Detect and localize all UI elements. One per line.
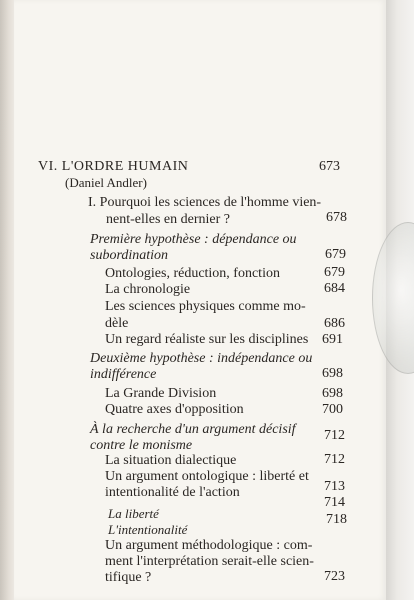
subsubentry-page: 714 (324, 495, 345, 510)
hypothesis-title-line1: À la recherche d'un argument décisif (90, 422, 296, 437)
subentry-page: 700 (322, 402, 343, 417)
section-title-line2: nent-elles en dernier ? (106, 212, 230, 227)
subentry-title: Ontologies, réduction, fonction (105, 266, 280, 281)
section-page: 678 (326, 210, 347, 225)
subsubentry-title: La liberté (108, 506, 159, 521)
hypothesis-title-line2: subordination (90, 248, 169, 263)
subentry-title-line1: Un argument ontologique : liberté et (105, 469, 309, 484)
subentry-title-line2: ment l'interprétation serait-elle scien- (105, 554, 314, 569)
subentry-title: La chronologie (105, 282, 191, 297)
subentry-title-line1: Les sciences physiques comme mo- (105, 299, 306, 314)
subentry-title-line2: dèle (105, 316, 129, 331)
hypothesis-title-line1: Deuxième hypothèse : indépendance ou (90, 351, 313, 366)
subentry-page: 698 (322, 386, 343, 401)
subsubentry-title: L'intentionalité (108, 522, 188, 537)
chapter-page: 673 (319, 159, 340, 174)
subentry-title-line1: Un argument méthodologique : com- (105, 538, 313, 553)
subentry-page: 684 (324, 281, 345, 296)
subsubentry-page: 718 (326, 512, 347, 527)
subentry-page: 679 (324, 265, 345, 280)
hypothesis-title-line2: indifférence (90, 367, 157, 382)
section-title-line1: I. Pourquoi les sciences de l'homme vien- (88, 195, 322, 210)
subentry-page: 712 (324, 452, 345, 467)
hypothesis-title-line2: contre le monisme (90, 438, 193, 453)
hypothesis-page: 698 (322, 366, 343, 381)
hypothesis-page: 679 (325, 247, 346, 262)
subentry-page: 713 (324, 479, 345, 494)
subentry-title: Quatre axes d'opposition (105, 402, 244, 417)
subentry-title: La Grande Division (105, 386, 217, 401)
subentry-page: 686 (324, 316, 345, 331)
subentry-title: Un regard réaliste sur les disciplines (105, 332, 309, 347)
subentry-title-line2: intentionalité de l'action (105, 485, 240, 500)
hypothesis-title-line1: Première hypothèse : dépendance ou (90, 232, 297, 247)
subentry-page: 723 (324, 569, 345, 584)
chapter-author: (Daniel Andler) (65, 175, 147, 190)
hypothesis-page: 712 (324, 428, 345, 443)
subentry-page: 691 (322, 332, 343, 347)
subentry-title-line3: tifique ? (105, 570, 152, 585)
subentry-title: La situation dialectique (105, 453, 237, 468)
chapter-title: VI. L'ORDRE HUMAIN (38, 159, 189, 174)
